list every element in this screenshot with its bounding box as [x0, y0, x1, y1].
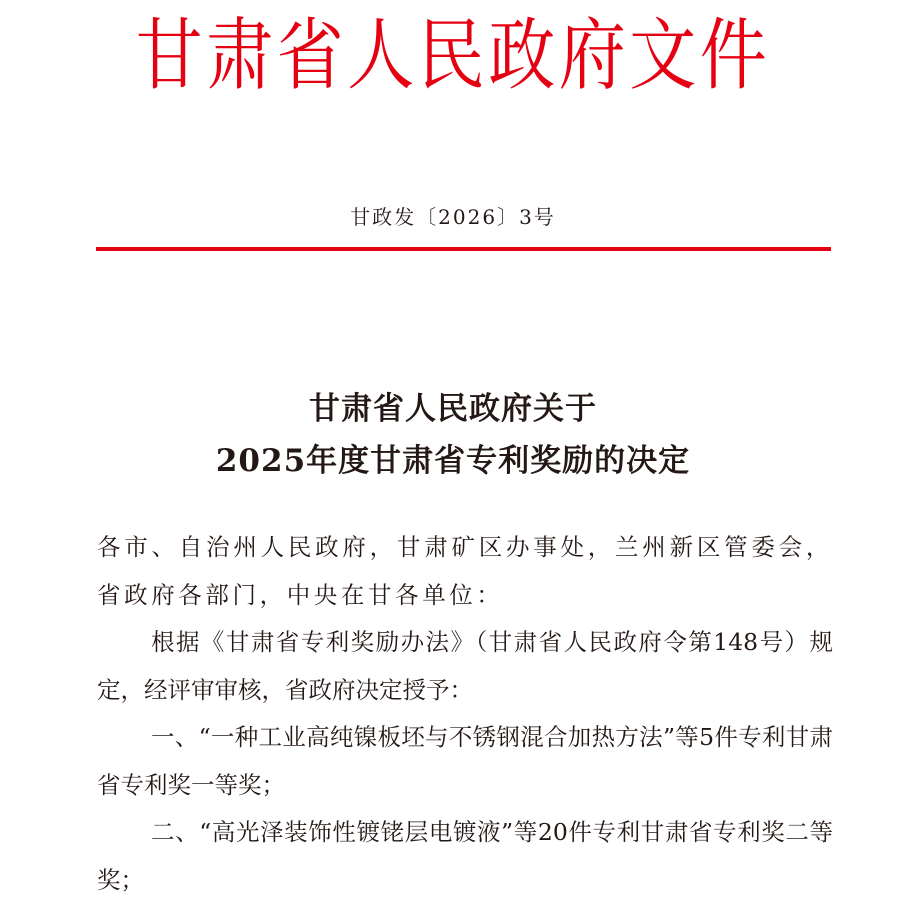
basis-paragraph: 根据《甘肃省专利奖励办法》（甘肃省人民政府令第148号）规定，经评审审核，省政府决定授予： — [97, 628, 833, 704]
document-body — [97, 524, 833, 904]
masthead-title: 甘肃省人民政府文件 — [135, 11, 771, 101]
red-divider-line — [96, 247, 831, 251]
title-line-2: 2025年度甘肃省专利奖励的决定 — [215, 443, 691, 479]
salutation-paragraph: 各市、自治州人民政府，甘肃矿区办事处，兰州新区管委会，省政府各部门，中央在甘各单位： — [97, 533, 833, 609]
document-title — [0, 383, 906, 487]
document-number: 甘政发〔2026〕3号 — [350, 205, 556, 229]
award-item-first-prize: 一、“一种工业高纯镍板坯与不锈钢混合加热方法”等5件专利甘肃省专利奖一等奖； — [97, 723, 833, 799]
award-item-second-prize: 二、“高光泽装饰性镀铑层电镀液”等20件专利甘肃省专利奖二等奖； — [97, 818, 833, 894]
title-line-1: 甘肃省人民政府关于 — [309, 391, 597, 427]
